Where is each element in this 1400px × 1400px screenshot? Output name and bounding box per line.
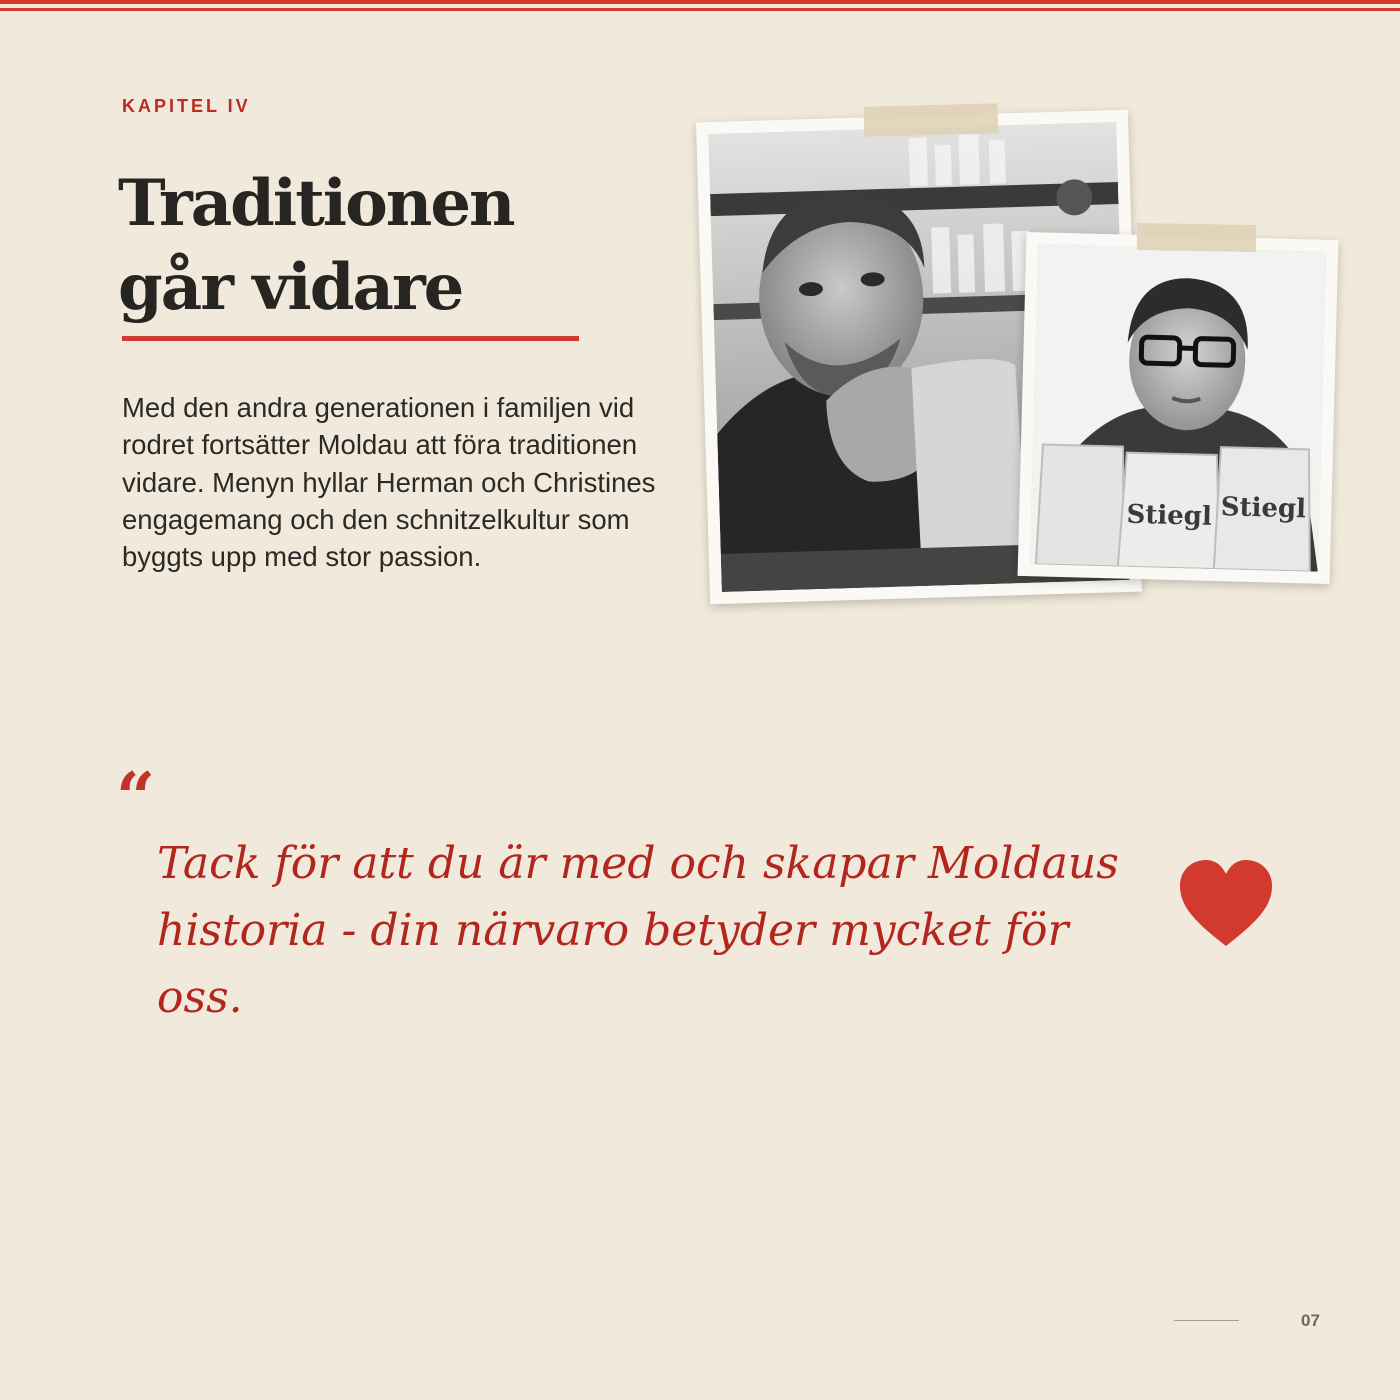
- heart-icon: [1178, 858, 1274, 950]
- photo-tape-2: [1137, 223, 1256, 252]
- page-title: [118, 162, 638, 330]
- photo-christine: [1018, 232, 1339, 584]
- quote-line-2: historia - din närvaro betyder mycket för oss.: [157, 905, 1069, 1023]
- photo-tape-1: [864, 103, 999, 136]
- woman-portrait-illustration: [1030, 244, 1326, 571]
- title-underline: [122, 336, 579, 341]
- top-border-line-secondary: [0, 8, 1400, 11]
- page-number: 07: [1301, 1311, 1320, 1330]
- mug-brand-label: Stiegl: [1220, 492, 1307, 525]
- closing-quote: [157, 830, 1167, 1031]
- footer-rule: [1174, 1320, 1239, 1321]
- quote-line-1: Tack för att du är med och skapar Moldaus: [157, 838, 1119, 889]
- title-line-2: går vidare: [118, 250, 463, 325]
- beer-mugs: [1036, 442, 1313, 571]
- chapter-label: KAPITEL IV: [122, 96, 251, 116]
- body-paragraph: Med den andra generationen i familjen vid rodret fortsätter Moldau att föra traditionen vidare. Menyn hyllar Herman och Christines engagemang och den schnitzelkultur som byggts upp med stor passion.: [122, 392, 656, 573]
- title-line-1: Traditionen: [118, 166, 514, 241]
- photo-christine-image: [1030, 244, 1326, 571]
- top-border-line: [0, 0, 1400, 4]
- mug-brand-label: Stiegl: [1126, 499, 1213, 532]
- quote-mark-icon: “: [116, 758, 156, 838]
